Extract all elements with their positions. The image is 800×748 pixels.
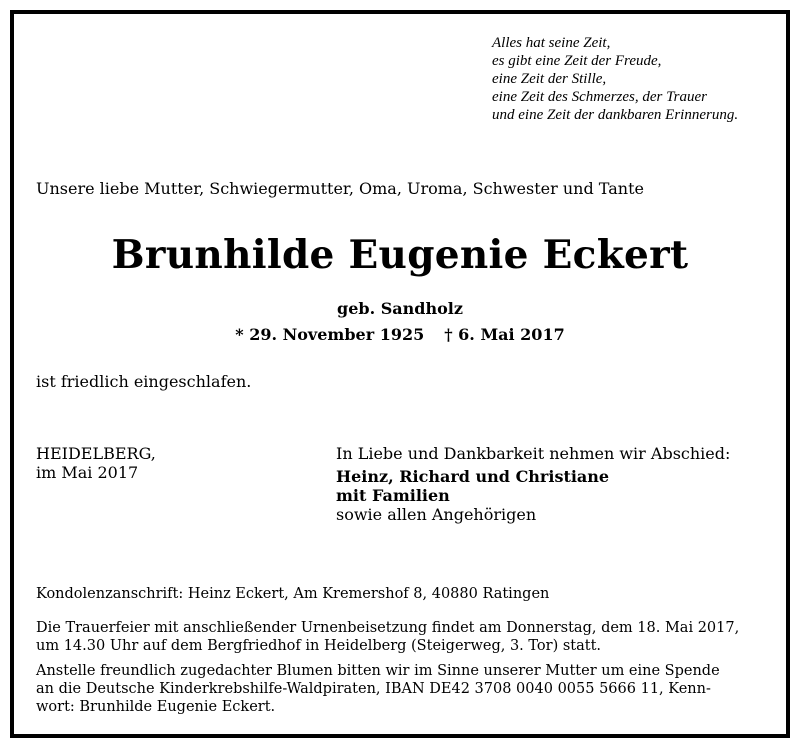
- funeral-line: um 14.30 Uhr auf dem Bergfriedhof in Heidelberg (Steigerweg, 3. Tor) statt.: [36, 638, 602, 654]
- passing-text: ist friedlich eingeschlafen.: [36, 372, 252, 391]
- poem: [492, 34, 738, 124]
- donation-info: [36, 662, 720, 716]
- obituary-notice: [10, 10, 790, 738]
- poem-line: es gibt eine Zeit der Freude,: [492, 53, 662, 69]
- intro-text: Unsere liebe Mutter, Schwiegermutter, Oma, Uroma, Schwester und Tante: [36, 179, 644, 198]
- condolence-address: Kondolenzanschrift: Heinz Eckert, Am Kremershof 8, 40880 Ratingen: [36, 586, 550, 602]
- donation-line: an die Deutsche Kinderkrebshilfe-Waldpiraten, IBAN DE42 3708 0040 0055 5666 11, Kenn-: [36, 681, 711, 697]
- poem-line: und eine Zeit der dankbaren Erinnerung.: [492, 107, 739, 123]
- poem-line: eine Zeit des Schmerzes, der Trauer: [492, 89, 707, 105]
- birth-date: * 29. November 1925: [235, 325, 425, 344]
- funeral-line: Die Trauerfeier mit anschließender Urnenbeisetzung findet am Donnerstag, dem 18. Mai 2017,: [36, 620, 740, 636]
- mourners: [336, 444, 730, 524]
- death-date: † 6. Mai 2017: [444, 325, 565, 344]
- funeral-info: [36, 619, 739, 655]
- poem-line: eine Zeit der Stille,: [492, 71, 607, 87]
- donation-line: wort: Brunhilde Eugenie Eckert.: [36, 699, 276, 715]
- donation-line: Anstelle freundlich zugedachter Blumen bitten wir im Sinne unserer Mutter um eine Spende: [36, 663, 720, 679]
- poem-line: Alles hat seine Zeit,: [492, 35, 611, 51]
- deceased-name: Brunhilde Eugenie Eckert: [111, 232, 689, 278]
- place: HEIDELBERG,: [36, 444, 156, 463]
- mourner-families: mit Familien: [336, 486, 450, 505]
- farewell-intro: In Liebe und Dankbarkeit nehmen wir Abschied:: [336, 444, 731, 463]
- other-relatives: sowie allen Angehörigen: [336, 505, 537, 524]
- place-date: [36, 444, 156, 482]
- life-dates: [14, 325, 786, 344]
- date: im Mai 2017: [36, 463, 139, 482]
- birth-name: geb. Sandholz: [337, 299, 463, 318]
- mourner-names: Heinz, Richard und Christiane: [336, 467, 610, 486]
